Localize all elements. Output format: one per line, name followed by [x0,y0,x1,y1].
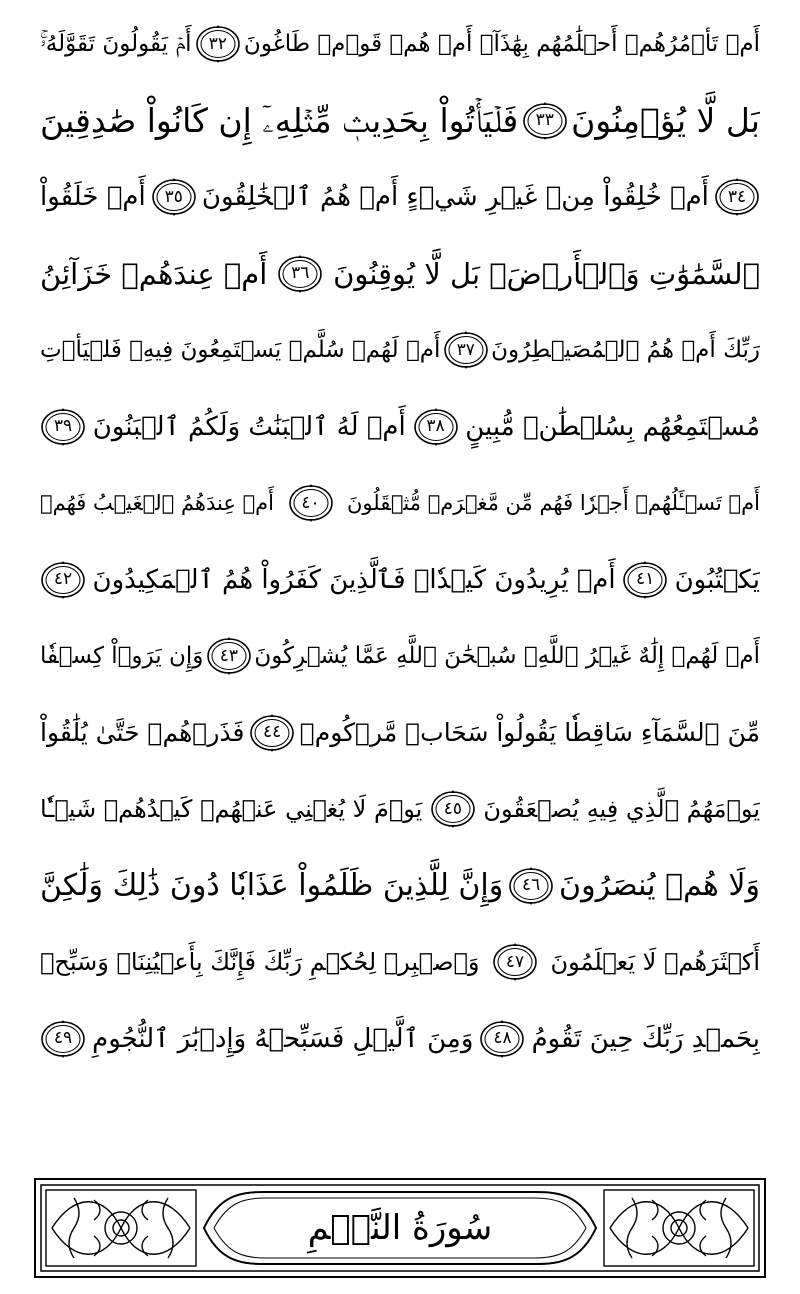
verse-line [40,238,760,310]
verse-text: أَمۡ تَأۡمُرُهُمۡ أَحۡلَٰمُهُم بِهَٰذَآۚ أَمۡ هُمۡ قَوۡمٞ طَاغُونَ [243,31,760,57]
ayah-number-marker [206,636,252,676]
verse-text: أَمۡ لَهُمۡ إِلَٰهٌ غَيۡرُ ٱللَّهِۚ سُبۡحَٰنَ ٱللَّهِ عَمَّا يُشۡرِكُونَ [254,643,760,669]
ayah-number-marker [413,407,459,447]
ayah-number-marker [479,1019,525,1059]
ayah-number-marker [443,330,489,370]
ayah-number: ٣٤ [727,186,747,207]
surah-header-frame [34,1178,766,1278]
verse-line [40,1003,760,1075]
verse-text: وَمِنَ ٱلَّيۡلِ فَسَبِّحۡهُ وَإِدۡبَٰرَ ٱلنُّجُومِ [92,1023,474,1054]
ayah-number: ٤٣ [219,645,238,666]
ayah-number: ٣٩ [53,416,73,436]
ayah-number-marker [288,483,334,523]
verse-line [40,314,760,386]
ayah-number: ٤٠ [301,492,320,513]
verse-line [40,8,760,80]
verse-line [40,391,760,463]
ayah-number-marker [277,254,323,294]
verse-line [40,926,760,998]
ayah-number: ٣٣ [535,110,554,130]
verse-text: ٱلسَّمَٰوَٰتِ وَٱلۡأَرۡضَۚ بَل لَّا يُوقِنُونَ [333,256,760,291]
ayah-number-marker [40,407,86,447]
verse-text: أَمۡ يَقُولُونَ تَقَوَّلَهُۥۚ [40,31,192,57]
verse-text: أَمۡ عِندَهُمۡ خَزَآئِنُ [40,256,268,291]
verse-text: مُسۡتَمِعُهُم بِسُلۡطَٰنٖ مُّبِينٍ [465,411,760,442]
verse-line [40,620,760,692]
verse-text: وَإِنَّ لِلَّذِينَ ظَلَمُواْ عَذَابٗا دُونَ ذَٰلِكَ وَلَٰكِنَّ [40,867,504,903]
ayah-number-marker [249,713,295,753]
ayah-number: ٤٥ [443,798,462,819]
verse-line [40,773,760,845]
verse-text: أَمۡ يُرِيدُونَ كَيۡدٗاۖ فَٱلَّذِينَ كَفَرُواْ هُمُ ٱلۡمَكِيدُونَ [92,564,616,595]
surah-title: سُورَةُ النَّجۡمِ [307,1208,493,1248]
verse-text: رَبِّكَ أَمۡ هُمُ ٱلۡمُصَيۡطِرُونَ [491,337,760,363]
verse-line [40,697,760,769]
ayah-number: ٤٩ [53,1028,73,1048]
ayah-number-marker [714,177,760,217]
verse-line [40,467,760,539]
verse-text: بَل لَّا يُؤۡمِنُونَ [571,100,760,140]
verse-text: وَلَا هُمۡ يُنصَرُونَ [559,867,760,903]
ayah-number: ٤٤ [262,722,282,742]
ayah-number-marker [40,1019,86,1059]
ayah-number: ٤٨ [493,1028,512,1048]
ayah-number: ٣٥ [164,186,183,207]
verse-text: أَمۡ تَسۡـَٔلُهُمۡ أَجۡرٗا فَهُم مِّن مَّغۡرَمٖ مُّثۡقَلُونَ [346,491,760,515]
verse-text: فَلۡيَأۡتُواْ بِحَدِيثٖ مِّثۡلِهِۦٓ إِن كَانُواْ صَٰدِقِينَ [40,100,519,140]
ayah-number-marker [151,177,197,217]
ayah-number: ٤١ [635,569,655,589]
ayah-number-marker [430,789,476,829]
ayah-number-marker [40,560,86,600]
ayah-number: ٤٦ [522,875,541,895]
verse-text: أَمۡ لَهُمۡ سُلَّمٞ يَسۡتَمِعُونَ فِيهِۖ فَلۡيَأۡتِ [40,337,441,363]
ayah-number-marker [195,24,241,64]
verse-line [40,544,760,616]
verse-text: أَمۡ عِندَهُمُ ٱلۡغَيۡبُ فَهُمۡ [40,491,275,515]
verse-text: أَمۡ خَلَقُواْ [40,182,146,212]
verse-text: فَذَرۡهُمۡ حَتَّىٰ يُلَٰقُواْ [40,717,245,747]
ayah-number: ٣٦ [291,263,310,283]
verse-line [40,85,760,157]
verse-line [40,850,760,922]
ayah-number: ٣٧ [456,339,475,360]
ayah-number: ٣٨ [426,416,445,436]
ayah-number: ٤٢ [53,569,73,589]
ayah-number-marker [508,866,554,906]
verse-text: بِحَمۡدِ رَبِّكَ حِينَ تَقُومُ [531,1023,760,1054]
verse-text: يَوۡمَهُمُ ٱلَّذِي فِيهِ يُصۡعَقُونَ [483,795,760,823]
ayah-number-marker [492,942,538,982]
ayah-number-marker [622,560,668,600]
verse-text: مِّنَ ٱلسَّمَآءِ سَاقِطٗا يَقُولُواْ سَحَابٞ مَّرۡكُومٞ [299,717,760,747]
verse-text: أَمۡ خُلِقُواْ مِنۡ غَيۡرِ شَيۡءٍ أَمۡ هُمُ ٱلۡخَٰلِقُونَ [201,182,709,212]
verse-text: يَكۡتُبُونَ [674,564,760,595]
ayah-number: ٣٢ [208,33,227,54]
verse-text: وَإِن يَرَوۡاْ كِسۡفٗا [40,643,204,669]
verse-text: أَكۡثَرَهُمۡ لَا يَعۡلَمُونَ [550,948,760,976]
verse-line [40,161,760,233]
verse-text: يَوۡمَ لَا يُغۡنِي عَنۡهُمۡ كَيۡدُهُمۡ شَيۡـٔٗا [40,795,423,823]
verse-text: أَمۡ لَهُ ٱلۡبَنَٰتُ وَلَكُمُ ٱلۡبَنُونَ [92,411,406,442]
ayah-number: ٤٧ [505,951,525,972]
ayah-number-marker [522,101,568,141]
verse-text: وَٱصۡبِرۡ لِحُكۡمِ رَبِّكَ فَإِنَّكَ بِأَعۡيُنِنَاۖ وَسَبِّحۡ [40,948,480,976]
